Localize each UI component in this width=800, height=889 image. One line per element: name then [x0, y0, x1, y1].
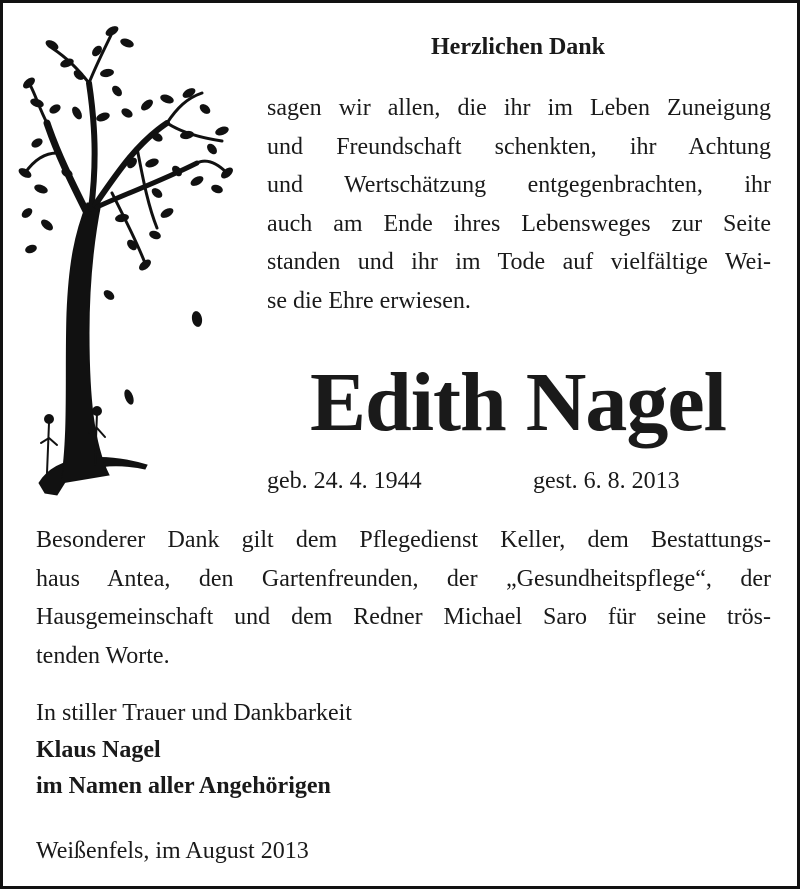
death-date: gest. 6. 8. 2013 [533, 468, 680, 494]
intro-paragraph [267, 89, 771, 321]
tree-with-falling-leaves-icon [17, 13, 237, 503]
thanks-heading: Herzlichen Dank [431, 34, 605, 60]
thanks-line: haus Antea, den Gartenfreunden, der „Gesundheitspflege“, der [36, 565, 771, 592]
intro-line: auch am Ende ihres Lebensweges zur Seite [267, 210, 771, 237]
thanks-line: Besonderer Dank gilt dem Pflegedienst Keller, dem Bestattungs- [36, 527, 771, 553]
signer-note: im Namen aller Angehörigen [36, 773, 331, 799]
closing-line: In stiller Trauer und Dankbarkeit [36, 700, 352, 726]
intro-line: und Wertschätzung entgegenbrachten, ihr [267, 172, 771, 199]
place-and-date: Weißenfels, im August 2013 [36, 838, 309, 864]
special-thanks-paragraph [36, 521, 771, 675]
intro-line: und Freundschaft schenkten, ihr Achtung [267, 133, 771, 160]
intro-line: sagen wir allen, die ihr im Leben Zuneigung [267, 95, 771, 121]
thanks-line: tenden Worte. [36, 642, 170, 669]
intro-line: se die Ehre erwiesen. [267, 287, 471, 314]
thanks-line: Hausgemeinschaft und dem Redner Michael Saro für seine trös- [36, 604, 771, 631]
birth-date: geb. 24. 4. 1944 [267, 468, 422, 494]
deceased-name: Edith Nagel [309, 356, 727, 449]
signer-name: Klaus Nagel [36, 736, 161, 763]
intro-line: standen und ihr im Tode auf vielfältige Wei- [267, 249, 771, 276]
closing-block [36, 695, 352, 805]
